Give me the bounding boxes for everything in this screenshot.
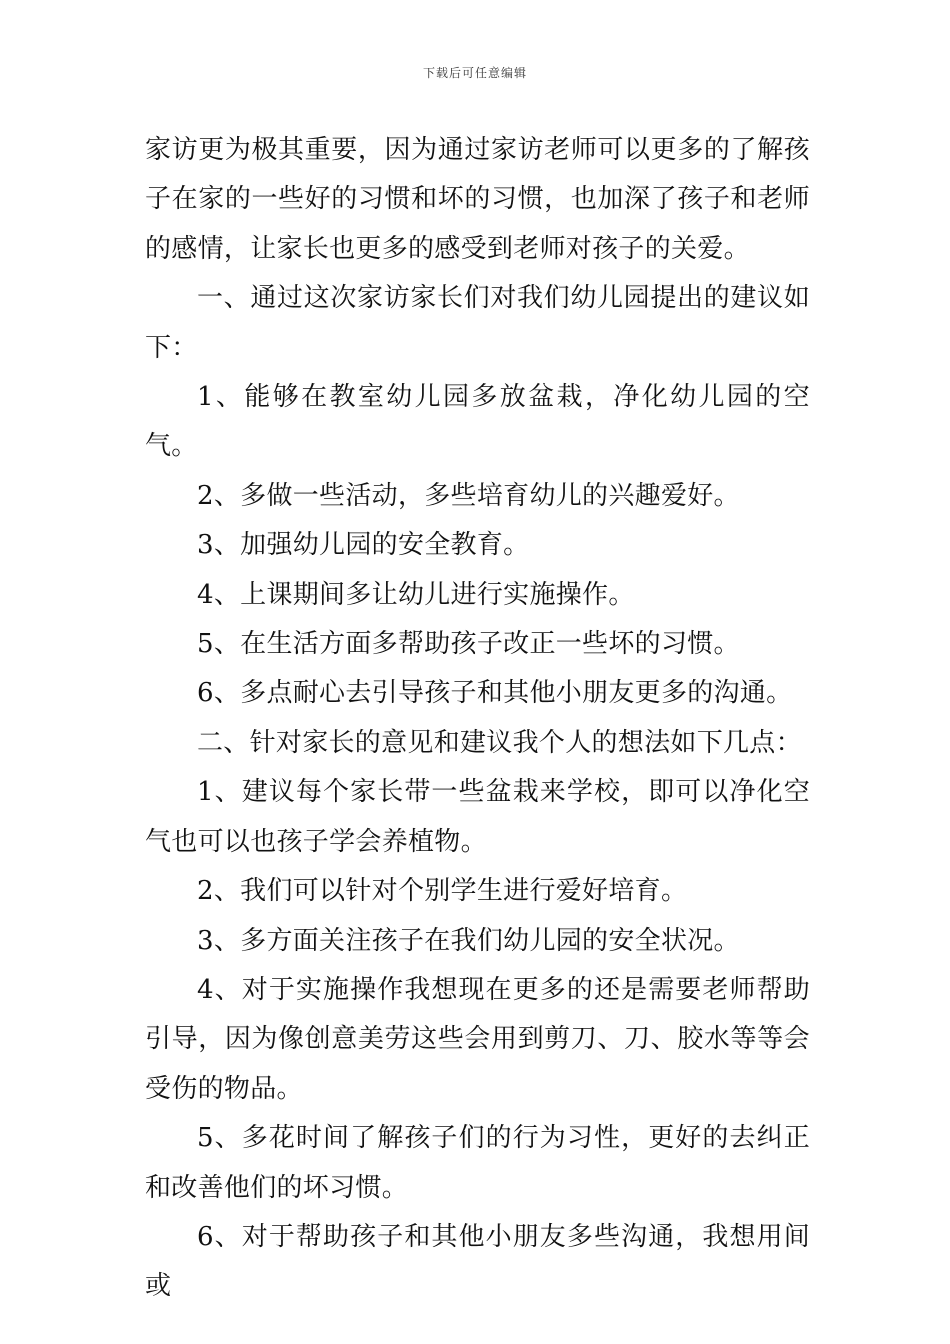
paragraph-section-2-heading: 二、针对家长的意见和建议我个人的想法如下几点： [197, 727, 802, 758]
paragraph-suggestion-2: 2、多做一些活动，多些培育幼儿的兴趣爱好。 [197, 480, 740, 511]
paragraph-response-4: 4、对于实施操作我想现在更多的还是需要老师帮助引导，因为像创意美劳这些会用到剪刀、刀、胶水等等会受伤的物品。 [145, 974, 810, 1104]
paragraph-response-2: 2、我们可以针对个别学生进行爱好培育。 [197, 876, 688, 907]
paragraph-suggestion-5: 5、在生活方面多帮助孩子改正一些坏的习惯。 [197, 629, 740, 660]
page-header-note: 下载后可任意编辑 [422, 66, 527, 80]
paragraph-suggestion-3: 3、加强幼儿园的安全教育。 [197, 530, 530, 561]
paragraph-suggestion-4: 4、上课期间多让幼儿进行实施操作。 [197, 579, 635, 610]
paragraph-intro: 家访更为极其重要，因为通过家访老师可以更多的了解孩子在家的一些好的习惯和坏的习惯，也加深了孩子和老师的感情，让家长也更多的感受到老师对孩子的关爱。 [145, 135, 810, 264]
paragraph-response-3: 3、多方面关注孩子在我们幼儿园的安全状况。 [197, 925, 740, 956]
paragraph-response-1: 1、建议每个家长带一些盆栽来学校，即可以净化空气也可以也孩子学会养植物。 [145, 777, 810, 857]
paragraph-suggestion-1: 1、能够在教室幼儿园多放盆栽，净化幼儿园的空气。 [145, 382, 810, 462]
paragraph-response-6: 6、对于帮助孩子和其他小朋友多些沟通，我想用间或 [145, 1221, 810, 1302]
document-body [145, 126, 810, 1312]
paragraph-suggestion-6: 6、多点耐心去引导孩子和其他小朋友更多的沟通。 [197, 678, 793, 709]
paragraph-section-1-heading: 一、通过这次家访家长们对我们幼儿园提出的建议如下： [145, 283, 810, 363]
paragraph-response-5: 5、多花时间了解孩子们的行为习性，更好的去纠正和改善他们的坏习惯。 [145, 1123, 810, 1203]
